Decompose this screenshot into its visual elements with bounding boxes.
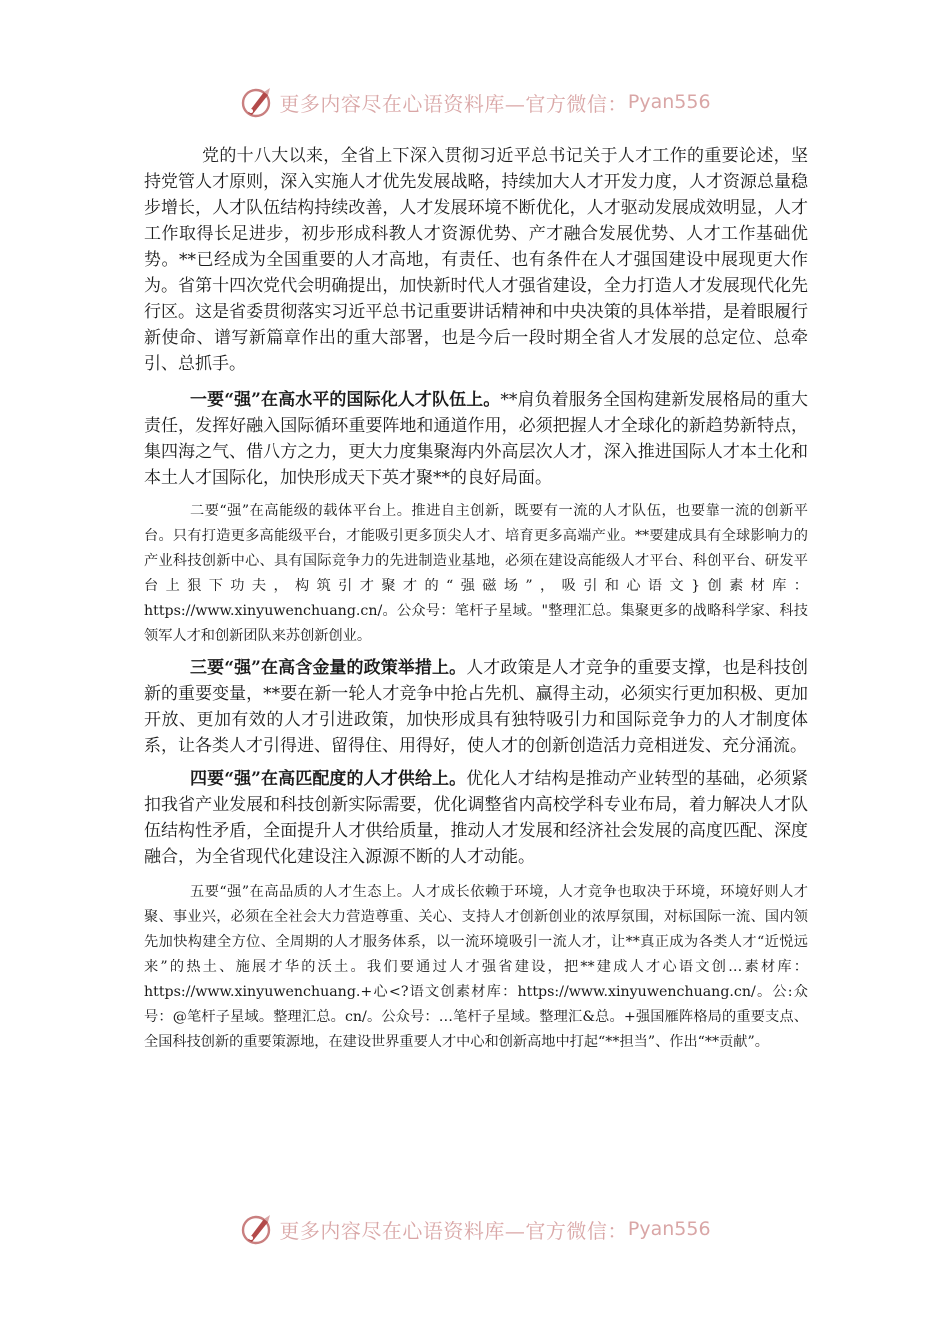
paragraph-point-5: 五要“强”在高品质的人才生态上。人才成长依赖于环境，人才竞争也取决于环境，环境好则人才聚、事业兴，必须在全社会大力营造尊重、关心、支持人才创新创业的浓厚氛围，对标国际一流、国内领先加快构建全方位、全周期的人才服务体系，以一流环境吸引一流人才，让**真正成为各类人才“近悦远来”的热土、施展才华的沃土。我们要通过人才强省建设，把**建成人才心语文创…素材库：https://www.xinyuwenchuang.+心<?语文创素材库：https://www.xinyuwenchuang.cn/。公:众号：@笔杆子星域。整理汇总。cn/。公众号：…笔杆子星域。整理汇&总。+强国雁阵格局的重要支点、全国科技创新的重要策源地，在建设世界重要人才中心和创新高地中打起“**担当”、作出“**贡献”。 — [144, 884, 808, 1050]
paragraph-intro: 党的十八大以来，全省上下深入贯彻习近平总书记关于人才工作的重要论述，坚持党管人才原则，深入实施人才优先发展战略，持续加大人才开发力度，人才资源总量稳步增长，人才队伍结构持续改善，人才发展环境不断优化，人才驱动发展成效明显，人才工作取得长足进步，初步形成科教人才资源优势、产才融合发展优势、人才工作基础优势。**已经成为全国重要的人才高地，有责任、也有条件在人才强国建设中展现更大作为。省第十四次党代会明确提出，加快新时代人才强省建设，全力打造人才发展现代化先行区。这是省委贯彻落实习近平总书记重要讲话精神和中央决策的具体举措，是着眼履行新使命、谱写新篇章作出的重大部署，也是今后一段时期全省人才发展的总定位、总牵引、总抓手。 — [144, 146, 808, 374]
banner-text: 更多内容尽在心语资料库—官方微信： — [279, 91, 628, 116]
header-banner — [0, 82, 950, 122]
paragraph-point-4 — [144, 766, 808, 870]
banner-text: 更多内容尽在心语资料库—官方微信： — [279, 1218, 628, 1243]
point-3-body: 人才政策是人才竞争的重要支撑，也是科技创新的重要变量，**要在新一轮人才竞争中抢占先机、赢得主动，必须实行更加积极、更加开放、更加有效的人才引进政策，加快形成具有独特吸引力和国际竞争力的人才制度体系，让各类人才引得进、留得住、用得好，使人才的创新创造活力竞相迸发、充分涌流。 — [144, 658, 809, 756]
footer-banner — [0, 1209, 950, 1249]
point-4-title: 四要“强”在高匹配度的人才供给上。 — [190, 769, 467, 789]
wechat-id: Pyan556 — [627, 91, 711, 113]
paragraph-point-3 — [144, 655, 808, 759]
document-body — [144, 143, 808, 1055]
paragraph-point-1 — [144, 387, 808, 491]
pen-nib-logo-icon — [239, 1211, 275, 1247]
paragraph-point-2: 二要“强”在高能级的载体平台上。推进自主创新，既要有一流的人才队伍，也要靠一流的创新平台。只有打造更多高能级平台，才能吸引更多顶尖人才、培育更多高端产业。**要建成具有全球影响力的产业科技创新中心、具有国际竞争力的先进制造业基地，必须在建设高能级人才平台、科创平台、研发平台上狠下功夫，构筑引才聚才的“强磁场”，吸引和心语文}创素材库：https://www.xinyuwenchuang.cn/。公众号：笔杆子星域。"整理汇总。集聚更多的战略科学家、科技领军人才和创新团队来苏创新创业。 — [144, 503, 808, 644]
wechat-id: Pyan556 — [627, 1218, 711, 1240]
point-3-title: 三要“强”在高含金量的政策举措上。 — [190, 658, 467, 678]
pen-nib-logo-icon — [239, 84, 275, 120]
point-4-body: 优化人才结构是推动产业转型的基础，必须紧扣我省产业发展和科技创新实际需要，优化调整省内高校学科专业布局，着力解决人才队伍结构性矛盾，全面提升人才供给质量，推动人才发展和经济社会发展的高度匹配、深度融合，为全省现代化建设注入源源不断的人才动能。 — [144, 769, 809, 867]
point-1-body: **肩负着服务全国构建新发展格局的重大责任，发挥好融入国际循环重要阵地和通道作用，必须把握人才全球化的新趋势新特点，集四海之气、借八方之力，更大力度集聚海内外高层次人才，深入推进国际人才本土化和本土人才国际化，加快形成天下英才聚**的良好局面。 — [144, 390, 808, 488]
point-1-title: 一要“强”在高水平的国际化人才队伍上。 — [190, 390, 501, 410]
